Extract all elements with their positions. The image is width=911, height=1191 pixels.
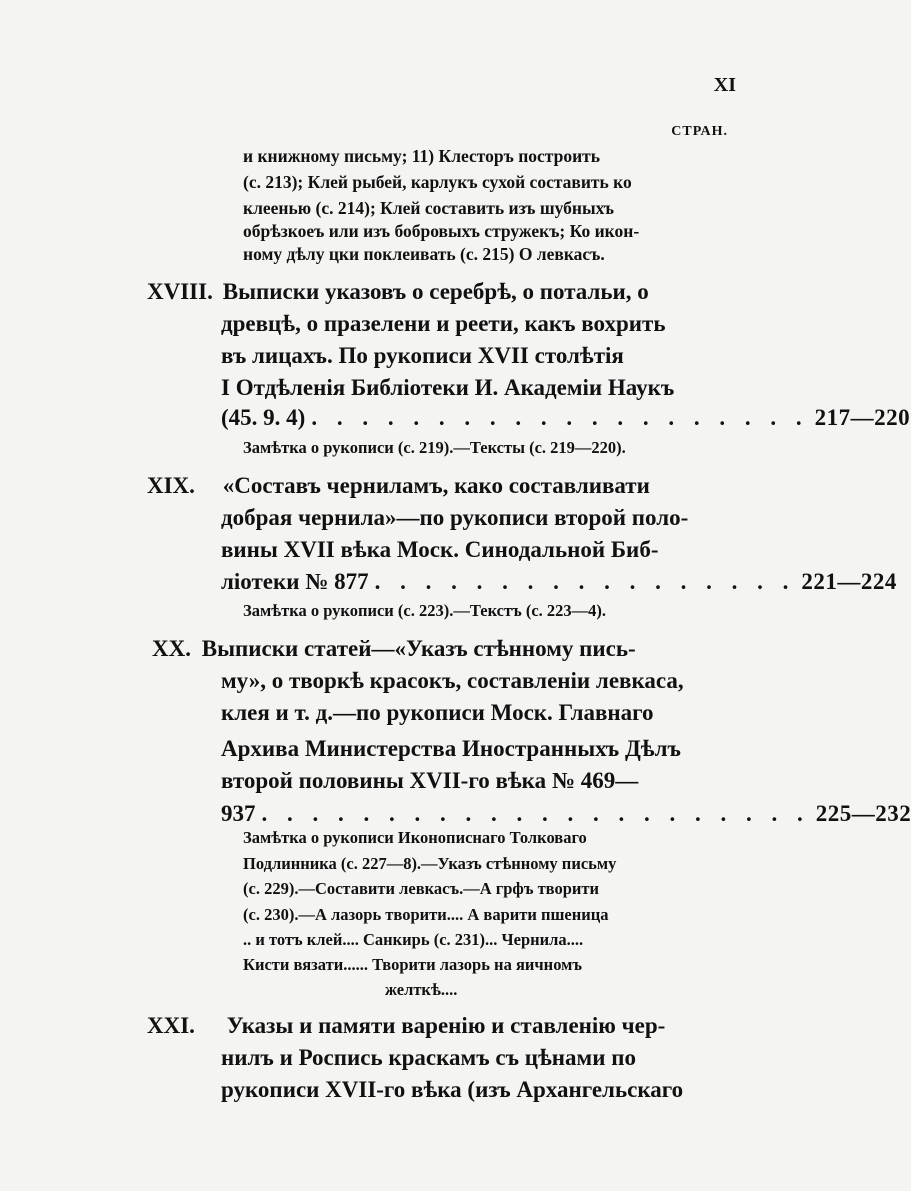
continuation-line: клеенью (с. 214); Клей составить изъ шубныхъ	[243, 198, 614, 218]
entry-note: Кисти вязати...... Творити лазорь на яичномъ	[243, 955, 582, 974]
entry-number: XVIII.	[147, 279, 213, 304]
entry-note: (с. 229).—Составити левкасъ.—А грфъ творити	[243, 879, 600, 898]
continuation-line: ному дѣлу цки поклеивать (с. 215) О левкасъ.	[243, 244, 605, 264]
entry-number: XIX.	[147, 473, 195, 498]
page-range: 217—220	[814, 405, 911, 430]
entry-note: Замѣтка о рукописи Иконописнаго Толковаго	[243, 828, 587, 847]
entry-line: рукописи XVII-го вѣка (изъ Архангельскаго	[221, 1077, 684, 1102]
entry-number: XXI.	[147, 1013, 195, 1038]
entry-page-line	[221, 402, 911, 434]
entry-line: клея и т. д.—по рукописи Моск. Главнаго	[221, 700, 654, 725]
entry-line: му», о творкѣ красокъ, составленіи левкаса,	[221, 668, 684, 693]
entry-note: Подлинника (с. 227—8).—Указъ стѣнному письму	[243, 854, 617, 873]
page-number: XI	[713, 74, 736, 96]
continuation-line: (с. 213); Клей рыбей, карлукъ сухой составить ко	[243, 172, 632, 192]
pages-column-header: СТРАН.	[671, 124, 728, 139]
entry-line: Архива Министерства Иностранныхъ Дѣлъ	[221, 736, 681, 761]
entry-line: вины XVII вѣка Моск. Синодальной Биб-	[221, 537, 659, 562]
entry-xxi-first-line	[147, 1010, 665, 1042]
entry-page-line	[221, 566, 897, 598]
entry-line: въ лицахъ. По рукописи XVII столѣтія	[221, 343, 624, 368]
entry-text: «Составъ черниламъ, како составливати	[222, 473, 650, 498]
entry-text: ліотеки № 877	[221, 569, 369, 594]
page-range: 221—224	[801, 569, 897, 594]
entry-text: Указы и памяти варенію и ставленію чер-	[226, 1013, 666, 1038]
entry-note: Замѣтка о рукописи (с. 219).—Тексты (с. 219—220).	[243, 438, 626, 457]
entry-note: (с. 230).—А лазорь творити.... А варити пшеница	[243, 905, 609, 924]
entry-line: второй половины XVII-го вѣка № 469—	[221, 768, 639, 793]
entry-line: нилъ и Роспись краскамъ съ цѣнами по	[221, 1045, 636, 1070]
leader-dots: . . . . . . . . . . . . . . . . .	[374, 569, 796, 594]
entry-text: Выписки указовъ о серебрѣ, о потальи, о	[222, 279, 649, 304]
continuation-line: и книжному письму; 11) Клесторъ построить	[243, 146, 601, 166]
entry-xviii-first-line	[147, 276, 649, 308]
page-range: 225—232	[815, 801, 911, 826]
entry-note: .. и тотъ клей.... Санкирь (с. 231)... Чернила....	[243, 930, 584, 949]
entry-line: І Отдѣленія Библіотеки И. Академіи Наукъ	[221, 375, 675, 400]
entry-text: 937	[221, 801, 256, 826]
entry-xix-first-line	[147, 470, 650, 502]
entry-line: древцѣ, о празелени и реети, какъ вохрить	[221, 311, 666, 336]
entry-line: добрая чернила»—по рукописи второй поло-	[221, 505, 689, 530]
entry-text: (45. 9. 4)	[221, 405, 306, 430]
entry-note: Замѣтка о рукописи (с. 223).—Текстъ (с. 223—4).	[243, 601, 607, 620]
continuation-line: обрѣзкоеъ или изъ бобровыхъ стружекъ; Ко икон-	[243, 221, 640, 241]
entry-text: Выписки статей—«Указъ стѣнному пись-	[201, 636, 636, 661]
leader-dots: . . . . . . . . . . . . . . . . . . . .	[311, 405, 809, 430]
entry-note: желткѣ....	[385, 980, 458, 999]
entry-number: XX.	[152, 636, 191, 661]
entry-xx-first-line	[152, 633, 636, 665]
leader-dots: . . . . . . . . . . . . . . . . . . . . . .	[261, 801, 810, 826]
